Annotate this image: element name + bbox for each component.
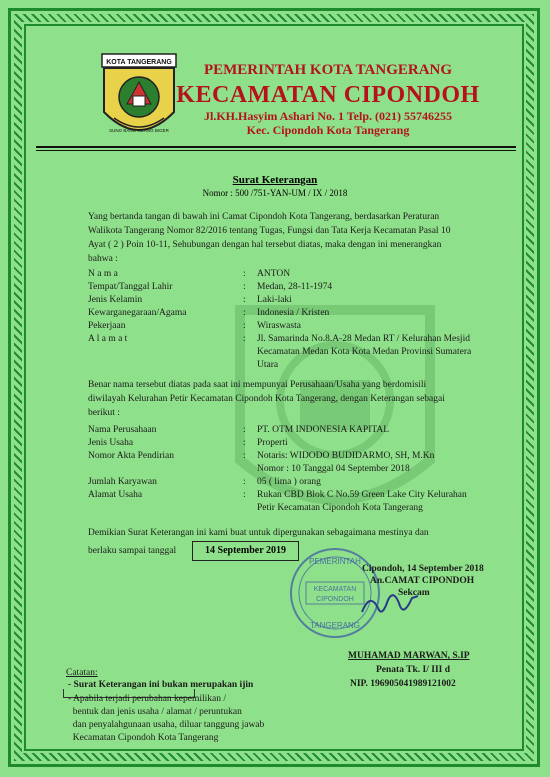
header-address: Jl.KH.Hasyim Ashari No. 1 Telp. (021) 55746255 <box>203 109 453 123</box>
field-value: PT. OTM INDONESIA KAPITAL <box>257 425 390 435</box>
middle-line: berikut : <box>88 408 120 418</box>
field-value: Jl. Samarinda No.8.A-28 Medan RT / Kelurahan Mesjid <box>257 334 470 344</box>
header-rule-thick <box>36 146 516 148</box>
field-label: Nama Perusahaan <box>88 425 157 435</box>
field-label: N a m a <box>88 269 118 279</box>
field-value: Kecamatan Medan Kota Kota Medan Provinsi Sumatera <box>257 347 472 357</box>
field-label: Nomor Akta Pendirian <box>88 451 175 461</box>
field-value: Utara <box>257 360 279 370</box>
stamp-top: PEMERINTAH <box>309 557 361 566</box>
field-label: Jenis Kelamin <box>88 295 143 305</box>
sign-place-date: Cipondoh, 14 September 2018 <box>362 564 484 574</box>
logo-label: KOTA TANGERANG <box>106 59 172 66</box>
intro-line: Walikota Tangerang Nomor 82/2016 tentang Tugas, Fungsi dan Tata Kerja Kecamatan Pasal 10 <box>88 226 451 236</box>
sign-title-1: An.CAMAT CIPONDOH <box>370 576 475 586</box>
signer-nip: NIP. 196905041989121002 <box>350 679 456 689</box>
field-label: Tempat/Tanggal Lahir <box>88 282 173 292</box>
field-label: A l a m a t <box>88 334 128 344</box>
notes-heading: Catatan: <box>66 668 98 678</box>
header-rule-thin <box>36 150 516 151</box>
field-value: Properti <box>257 438 288 448</box>
field-label: Jumlah Karyawan <box>88 477 157 487</box>
logo-motto: SUNG BANO GEANG BIGER <box>109 128 169 133</box>
field-value: Laki-laki <box>257 295 292 305</box>
field-value: Indonesia / Kristen <box>257 308 330 318</box>
notes-item: - Apabila terjadi perubahan kepemilikan / <box>68 694 227 704</box>
signature-icon <box>360 590 420 620</box>
notes-item: Kecamatan Cipondoh Kota Tangerang <box>68 733 219 743</box>
field-label: Jenis Usaha <box>88 438 134 448</box>
header-district: KECAMATAN CIPONDOH <box>176 82 480 108</box>
middle-line: Benar nama tersebut diatas pada saat ini mempunyai Perusahaan/Usaha yang berdomisili <box>88 380 427 390</box>
stamp-mid2: CIPONDOH <box>316 596 354 603</box>
middle-line: diwilayah Kelurahan Petir Kecamatan Cipondoh Kota Tangerang, dengan Keterangan sebagai <box>88 394 445 404</box>
field-label: Pekerjaan <box>88 321 126 331</box>
field-value: 05 ( lima ) orang <box>257 477 321 487</box>
notes-item: - Surat Keterangan ini bukan merupakan ijin <box>68 680 254 690</box>
valid-until-box: 14 September 2019 <box>192 541 299 561</box>
signer-name: MUHAMAD MARWAN, S.IP <box>348 651 470 661</box>
closing-line-2: berlaku sampai tanggal <box>88 546 177 556</box>
document-number: Nomor : 500 /751-YAN-UM / IX / 2018 <box>202 188 348 198</box>
field-label: Alamat Usaha <box>88 490 143 500</box>
field-label: Kewarganegaraan/Agama <box>88 308 187 318</box>
document-title: Surat Keterangan <box>232 174 318 186</box>
signer-rank: Penata Tk. I/ III d <box>376 665 451 675</box>
intro-paragraph <box>88 210 520 266</box>
certificate-page: KOTA TANGERANG SUNG BANO GEANG BIGER PEMERINTAH KOTA TANGERANG KECAMATAN CIPONDOH Jl.KH.Hasyim Ashari No. 1 Telp. (021) 55746255 Kec. Cipondoh Kota Tangerang Surat Keterangan Nomor : 500 /751-YAN-UM / IX / 2018 Yang bertanda tangan di bawah ini Camat Cipondoh Kota Tangerang, berdasarkan Peraturan Walikota Tangerang Nomor 82/2016 tentang Tugas, Fungsi dan Tata Kerja Kecamatan Pasal 10 Ayat ( 2 ) Poin 10-11, Sehubungan dengan hal tersebut diatas, maka dengan ini menerangkan bahwa : N a m a : ANTON Tempat/Tanggal Lahir : Medan, 28-11-1974 Jenis Kelamin : Laki-laki Kewarganegaraan/Agama : Indonesia / Kristen Pekerjaan : Wiraswasta A l a m a t : Jl. Samarinda No.8.A-28 Medan RT / Kelurahan Mesjid Kecamatan Medan Kota Kota Medan Provinsi Sumatera Utara Benar nama tersebut diatas pada saat ini mempunyai Perusahaan/Usaha yang berdomisili diwilayah Kelurahan Petir Kecamatan Cipondoh Kota Tangerang, dengan Keterangan sebagai berikut : Nama Perusahaan : PT. OTM INDONESIA KAPITAL Jenis Usaha : Properti Nomor Akta Pendirian : Notaris: WIDODO BUDIDARMO, SH, M.Kn Nomor : 10 Tanggal 04 September 2018 Jumlah Karyawan : 05 ( lima ) orang Alamat Usaha : Rukan CBD Blok C No.59 Green Lake City Kelurahan Petir Kecamatan Cipondoh Kota Tangerang Demikian Surat Keterangan ini kami buat untuk dipergunakan sebagaimana mestinya dan berlaku sampai tanggal 14 September 2019 PEMERINTAH KECAMATAN CIPONDOH TANGERANG Cipondoh, 14 September 2018 An.CAMAT CIPONDOH Sekcam MUHAMAD MARWAN, S.IP Penata Tk. I/ III d NIP. 196905041989121002 Catatan: - Surat Keterangan ini bukan merupakan ijin - Apabila terjadi perubahan kepemilikan / bentuk dan jenis usaha / alamat / peruntukan dan penyalahgunaan usaha, diluar tanggung jawab Kecamatan Cipondoh Kota Tangerang <box>0 0 550 777</box>
stamp-mid1: KECAMATAN <box>313 586 357 593</box>
stamp-bottom: TANGERANG <box>309 621 361 630</box>
field-value: Medan, 28-11-1974 <box>257 282 333 292</box>
header-subdistrict: Kec. Cipondoh Kota Tangerang <box>246 123 410 137</box>
notes-item: dan penyalahgunaan usaha, diluar tanggung jawab <box>68 720 265 730</box>
field-value: Petir Kecamatan Cipondoh Kota Tangerang <box>257 503 423 513</box>
middle-paragraph <box>88 378 520 420</box>
field-value: Rukan CBD Blok C No.59 Green Lake City Kelurahan <box>257 490 467 500</box>
sign-title-2: Sekcam <box>398 588 430 598</box>
intro-line: Ayat ( 2 ) Poin 10-11, Sehubungan dengan hal tersebut diatas, maka dengan ini menerangkan <box>88 240 442 250</box>
field-value: ANTON <box>257 269 291 279</box>
field-value: Notaris: WIDODO BUDIDARMO, SH, M.Kn <box>257 451 435 461</box>
intro-line: Yang bertanda tangan di bawah ini Camat Cipondoh Kota Tangerang, berdasarkan Peraturan <box>88 212 440 222</box>
notes-item: bentuk dan jenis usaha / alamat / peruntukan <box>68 707 242 717</box>
closing-line-1: Demikian Surat Keterangan ini kami buat untuk dipergunakan sebagaimana mestinya dan <box>88 528 429 538</box>
header-government: PEMERINTAH KOTA TANGERANG <box>203 62 453 78</box>
field-value: Nomor : 10 Tanggal 04 September 2018 <box>257 464 410 474</box>
field-value: Wiraswasta <box>257 321 301 331</box>
intro-line: bahwa : <box>88 254 118 264</box>
